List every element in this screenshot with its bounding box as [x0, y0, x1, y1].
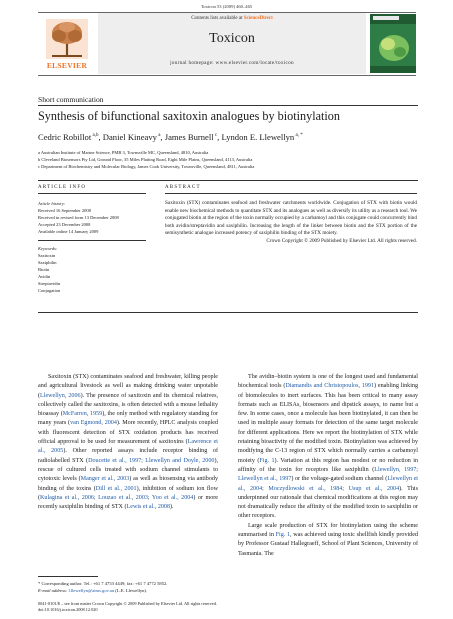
body-text: ).	[170, 504, 174, 511]
citation-link[interactable]: Llewellyn et al., 2004; Moczydlowski et al., 1984; Usup et al., 2004	[238, 476, 418, 492]
abstract	[165, 200, 417, 246]
article-info	[38, 200, 146, 294]
citation-link[interactable]: Diamandis and Christopoulos, 1991	[285, 383, 375, 390]
affiliations	[38, 149, 428, 170]
abstract-copyright: Crown Copyright © 2009 Published by Elsevier Ltd. All rights reserved.	[266, 237, 417, 244]
title-rule	[38, 105, 418, 106]
email-label: E-mail address:	[38, 587, 69, 593]
citation-link[interactable]: Kulagina et al., 2006; Louzao et al., 2003; Yoo et al., 2004	[40, 494, 194, 501]
citation-link[interactable]: Llewellyn, 1997; Llewellyn et al., 1997	[238, 466, 419, 483]
affiliation: c Department of Biochemistry and Molecular Biology, James Cook University, Townsville, Queensland, 4811, Australia	[38, 164, 255, 169]
body-column-right	[238, 373, 418, 559]
body-text: ). Other reported assays include receptor binding of radiolabelled STX (	[38, 448, 219, 464]
abstract-heading-text: ABSTRACT	[165, 185, 201, 190]
contents-line	[98, 16, 366, 21]
citation-link[interactable]: van Egmond, 2004	[70, 420, 117, 427]
elsevier-logo	[38, 15, 96, 73]
citation-link[interactable]: Fig. 1	[275, 532, 291, 539]
masthead-bottom-rule	[38, 75, 416, 76]
citation-link[interactable]: Lawrence et al., 2005	[38, 439, 218, 455]
author-name: Cedric Robillot	[38, 132, 92, 142]
abstract-text: Saxitoxin (STX) contaminates seafood and freshwater catchments worldwide. Conjugation of STX with biotin would enable new biochemical methods to quantitate STX and its analogues as well as diversify its utility as a research tool. We conjugated biotin at the region of the toxin normally occupied by a carbamoyl and this conjugate could concurrently bind both avidin/streptavidin and saxiphilin. Increasing the length of the linker between biotin and the STX portion of the semisynthetic analogue increased potency of saxiphilin binding of the STX moiety.	[165, 200, 417, 237]
citation-link[interactable]: McFarren, 1959	[62, 411, 103, 418]
citation-link[interactable]: Llewellyn, 2006	[40, 392, 81, 399]
body-text: , was achieved using toxic shellfish kindly provided by Professor Gustaaf Hallegraeff, School of Plant Sciences, University of Tasmania. The	[238, 532, 418, 557]
keyword: Biotin	[38, 266, 50, 272]
body-text: ) or the voltage-gated sodium channel (	[291, 476, 388, 483]
email-link[interactable]: l.llewellyn@aims.gov.au	[68, 587, 115, 593]
history-label: Article history:	[38, 201, 66, 206]
citation-link[interactable]: Lewis et al., 2008	[126, 504, 171, 511]
author-affil-marker: a	[156, 133, 161, 139]
doi-line[interactable]: doi:10.1016/j.toxicon.2008.12.020	[38, 607, 98, 613]
author-name: , James Burnell	[160, 132, 214, 142]
abstract-heading	[165, 185, 201, 190]
email-suffix: (L.E. Llewellyn).	[114, 587, 148, 593]
article-title: Synthesis of bifunctional saxitoxin analogues by biotinylation	[38, 109, 340, 123]
elsevier-tree-icon	[46, 19, 88, 59]
keyword: Streptavidin	[38, 280, 60, 286]
keywords-rule	[38, 240, 146, 241]
article-info-heading-text: ARTICLE INFO	[38, 185, 87, 190]
author-name: , Daniel Kineavy	[98, 132, 157, 142]
citation-link[interactable]: Manger et al., 2003	[80, 476, 130, 483]
contents-prefix: Contents lists available at	[191, 16, 244, 21]
body-paragraph	[238, 522, 418, 559]
keyword: Saxitoxin	[38, 252, 56, 258]
citation-link[interactable]: Dill et al., 2001	[95, 485, 137, 492]
history-item: Available online 14 January 2009	[38, 229, 99, 234]
footnote-contact: * Corresponding author. Tel.: +61 7 4753 4449; fax: +61 7 4772 5852.	[38, 581, 168, 586]
body-text: ). Variation at this region has modest or no reduction in affinity of the toxin for receptors like saxiphilin (	[238, 457, 418, 473]
issn-line: 0041-0101/$ – see front matter Crown Copyright © 2009 Published by Elsevier Ltd. All rights reserved.	[38, 601, 218, 606]
sciencedirect-link[interactable]: ScienceDirect	[243, 16, 273, 21]
body-text: ), the only method with regulatory standing for many years (	[38, 411, 219, 427]
body-paragraph	[38, 373, 218, 512]
author-list	[38, 132, 428, 142]
author-affil-marker: a, *	[294, 133, 303, 139]
body-text: ) or more recently saxiphilin binding of STX (	[38, 494, 218, 511]
body-text: ). This underpinned our rationale that chemical modifications at this region may not dramatically reduce the affinity of the modified toxin to saxiphilin or other receptors.	[238, 485, 418, 520]
author-name: , Lyndon E. Llewellyn	[217, 132, 295, 142]
body-text: ). More recently, HPLC analysis coupled with fluorescent detection of STX oxidation products has received official approval to be used for measurement of saxitoxins (	[38, 420, 218, 446]
body-text: ), rescue of cultured cells treated with sodium channel stimulants to cytotoxic levels (	[38, 457, 218, 483]
masthead-band	[98, 13, 366, 74]
body-text: ) enabling linking of biomolecules to inert surfaces. This has been critical to many assay formats such as ELISAs, biosensors and dipstick assays, to name but a few. In some cases, once a molecule has been biotinylated, it can then be used in multiple assay formats for detection of the same target molecule for different applications. Here we report the biotinylation of STX while retaining bioactivity of the modified toxin. Biotinylation was achieved by modifying the C-13 region of STX which normally carries a carbamoyl moiety (	[238, 383, 418, 464]
citation-link[interactable]: Fig. 1	[259, 457, 275, 464]
publisher-wordmark: ELSEVIER	[46, 61, 88, 70]
footnote-rule	[38, 576, 98, 577]
header-rule	[38, 180, 418, 181]
article-info-heading	[38, 185, 86, 190]
body-text: ), inhibition of sodium ion flow (	[38, 485, 218, 501]
abstract-end-rule	[38, 312, 418, 313]
body-text: Large scale production of STX for biotinylation using the scheme summarised in	[238, 522, 418, 539]
journal-reference: Toxicon 53 (2009) 460–465	[200, 4, 253, 9]
affiliation: b Cleveland Biosensors Pty Ltd, Ground Floor, 35 Miles Platting Road, Eight Mile Plains, Queensland, 4113, Australia	[38, 157, 253, 162]
journal-title: Toxicon	[209, 31, 255, 46]
info-rule	[38, 193, 146, 194]
body-text: The avidin–biotin system is one of the longest used and fundamental biochemical tools (	[238, 374, 418, 390]
body-paragraph	[238, 373, 418, 522]
history-item: Accepted 23 December 2008	[38, 222, 91, 227]
author-affil-marker: a,b	[91, 133, 99, 139]
keyword: Conjugation	[38, 287, 61, 293]
author-affil-marker: c	[213, 133, 218, 139]
body-column-left	[38, 373, 218, 512]
journal-masthead	[38, 12, 416, 76]
journal-cover-thumbnail	[370, 14, 416, 73]
keyword: Avidin	[38, 273, 51, 279]
article-identifiers	[38, 601, 418, 613]
journal-homepage-link[interactable]: journal homepage: www.elsevier.com/locate/toxicon	[170, 60, 294, 66]
article-type: Short communication	[38, 95, 104, 104]
citation-link[interactable]: Doucette et al., 1997; Llewellyn and Doyle, 2000	[88, 457, 215, 464]
body-text: ) as well as biosensing via antibody binding of the toxins (	[38, 476, 218, 492]
affiliation: a Australian Institute of Marine Science, PMB 3, Townsville MC, Queensland, 4810, Australia	[38, 150, 209, 155]
history-item: Received 16 September 2008	[38, 208, 91, 213]
body-text: ). The presence of saxitoxin and its chemical relatives, collectively called the saxitoxins, is often detected with a mouse lethality bioassay (	[38, 392, 218, 418]
body-text: Saxitoxin (STX) contaminates seafood and freshwater, killing people and agricultural livestock as well as making drinking water unpotable (	[38, 374, 218, 399]
footnote-email-line	[38, 588, 218, 595]
history-item: Received in revised form 13 December 2008	[38, 215, 119, 220]
abstract-rule	[165, 193, 417, 194]
corresponding-author-footnote	[38, 581, 218, 594]
keywords-label: Keywords:	[38, 245, 58, 251]
keyword: Saxiphilin	[38, 259, 57, 265]
